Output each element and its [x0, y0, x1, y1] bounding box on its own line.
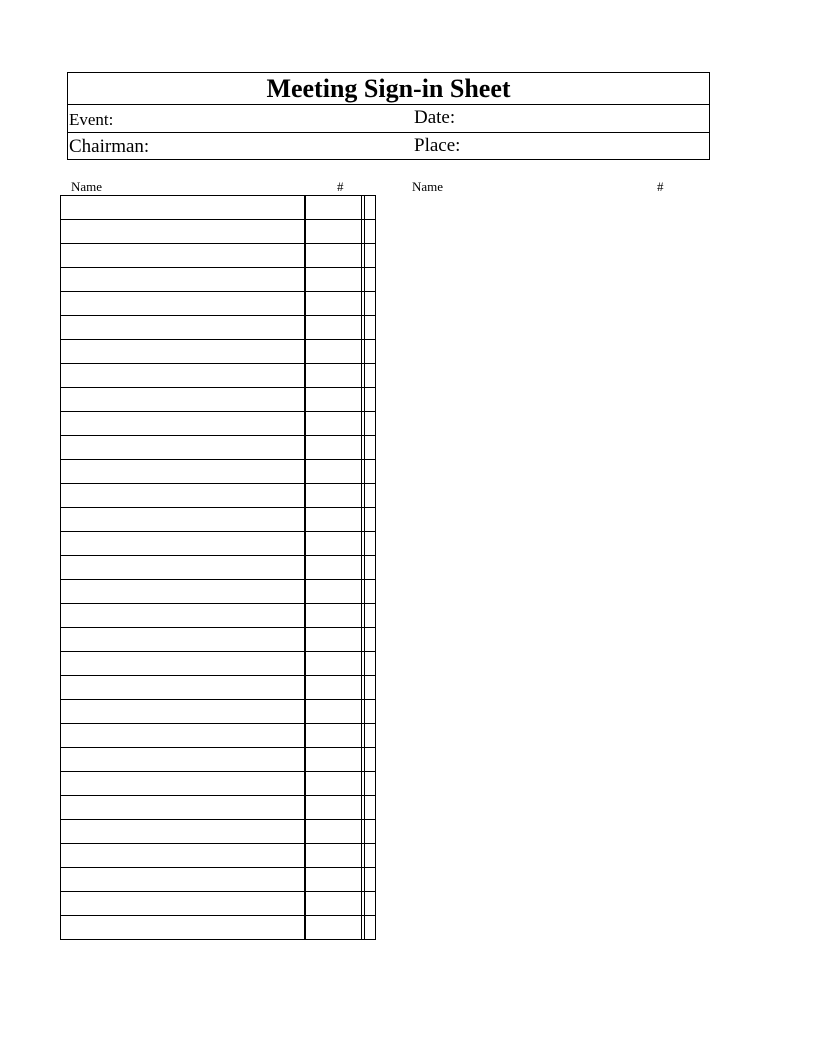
check-cell[interactable] — [365, 748, 376, 772]
table-row — [61, 196, 376, 220]
number-cell[interactable] — [305, 508, 362, 532]
check-cell[interactable] — [365, 796, 376, 820]
table-row — [61, 868, 376, 892]
check-cell[interactable] — [365, 196, 376, 220]
table-row — [61, 364, 376, 388]
check-cell[interactable] — [365, 316, 376, 340]
name-cell[interactable] — [61, 724, 305, 748]
name-cell[interactable] — [61, 340, 305, 364]
left-number-column-header: # — [337, 179, 344, 194]
check-cell[interactable] — [365, 340, 376, 364]
number-cell[interactable] — [305, 292, 362, 316]
number-cell[interactable] — [305, 652, 362, 676]
name-cell[interactable] — [61, 220, 305, 244]
number-cell[interactable] — [305, 532, 362, 556]
check-cell[interactable] — [365, 892, 376, 916]
table-row — [61, 268, 376, 292]
date-label: Date: — [414, 107, 456, 128]
number-cell[interactable] — [305, 724, 362, 748]
name-cell[interactable] — [61, 796, 305, 820]
number-cell[interactable] — [305, 772, 362, 796]
table-row — [61, 580, 376, 604]
table-row — [61, 292, 376, 316]
number-cell[interactable] — [305, 820, 362, 844]
signin-table — [60, 195, 376, 940]
right-name-column-header: Name — [412, 179, 444, 194]
number-cell[interactable] — [305, 220, 362, 244]
number-cell[interactable] — [305, 580, 362, 604]
check-cell[interactable] — [365, 580, 376, 604]
check-cell[interactable] — [365, 652, 376, 676]
check-cell[interactable] — [365, 604, 376, 628]
number-cell[interactable] — [305, 796, 362, 820]
check-cell[interactable] — [365, 628, 376, 652]
table-row — [61, 748, 376, 772]
table-row — [61, 772, 376, 796]
table-row — [61, 892, 376, 916]
table-row — [61, 388, 376, 412]
number-cell[interactable] — [305, 436, 362, 460]
name-cell[interactable] — [61, 412, 305, 436]
number-cell[interactable] — [305, 868, 362, 892]
number-cell[interactable] — [305, 676, 362, 700]
check-cell[interactable] — [365, 268, 376, 292]
page-title: Meeting Sign-in Sheet — [266, 74, 511, 103]
number-cell[interactable] — [305, 892, 362, 916]
number-cell[interactable] — [305, 316, 362, 340]
chairman-label: Chairman: — [69, 136, 150, 157]
name-cell[interactable] — [61, 484, 305, 508]
event-date-row — [68, 105, 709, 133]
table-row — [61, 316, 376, 340]
meeting-info-box — [67, 72, 710, 160]
name-cell[interactable] — [61, 628, 305, 652]
number-cell[interactable] — [305, 844, 362, 868]
table-row — [61, 796, 376, 820]
check-cell[interactable] — [365, 460, 376, 484]
right-number-column-header: # — [657, 179, 664, 194]
name-cell[interactable] — [61, 508, 305, 532]
table-row — [61, 844, 376, 868]
check-cell[interactable] — [365, 820, 376, 844]
table-row — [61, 340, 376, 364]
number-cell[interactable] — [305, 484, 362, 508]
name-cell[interactable] — [61, 700, 305, 724]
number-cell[interactable] — [305, 196, 362, 220]
name-cell[interactable] — [61, 196, 305, 220]
name-cell[interactable] — [61, 772, 305, 796]
number-cell[interactable] — [305, 748, 362, 772]
number-cell[interactable] — [305, 628, 362, 652]
name-cell[interactable] — [61, 748, 305, 772]
name-cell[interactable] — [61, 916, 305, 940]
signin-table-body — [61, 196, 376, 940]
left-name-column-header: Name — [71, 179, 103, 194]
chairman-place-row — [68, 133, 709, 161]
name-cell[interactable] — [61, 388, 305, 412]
name-cell[interactable] — [61, 820, 305, 844]
place-label: Place: — [414, 135, 461, 156]
table-row — [61, 484, 376, 508]
number-cell[interactable] — [305, 604, 362, 628]
check-cell[interactable] — [365, 412, 376, 436]
name-cell[interactable] — [61, 460, 305, 484]
table-row — [61, 412, 376, 436]
table-row — [61, 508, 376, 532]
check-cell[interactable] — [365, 292, 376, 316]
table-row — [61, 244, 376, 268]
table-row — [61, 916, 376, 940]
check-cell[interactable] — [365, 508, 376, 532]
number-cell[interactable] — [305, 388, 362, 412]
table-row — [61, 652, 376, 676]
check-cell[interactable] — [365, 484, 376, 508]
check-cell[interactable] — [365, 244, 376, 268]
name-cell[interactable] — [61, 436, 305, 460]
title-row — [68, 73, 709, 105]
table-row — [61, 700, 376, 724]
name-cell[interactable] — [61, 652, 305, 676]
name-cell[interactable] — [61, 892, 305, 916]
name-cell[interactable] — [61, 292, 305, 316]
name-cell[interactable] — [61, 556, 305, 580]
check-cell[interactable] — [365, 844, 376, 868]
table-row — [61, 820, 376, 844]
check-cell[interactable] — [365, 556, 376, 580]
number-cell[interactable] — [305, 340, 362, 364]
table-row — [61, 220, 376, 244]
check-cell[interactable] — [365, 220, 376, 244]
check-cell[interactable] — [365, 868, 376, 892]
check-cell[interactable] — [365, 676, 376, 700]
check-cell[interactable] — [365, 532, 376, 556]
name-cell[interactable] — [61, 244, 305, 268]
number-cell[interactable] — [305, 916, 362, 940]
number-cell[interactable] — [305, 412, 362, 436]
event-label: Event: — [69, 110, 114, 129]
name-cell[interactable] — [61, 316, 305, 340]
table-row — [61, 604, 376, 628]
number-cell[interactable] — [305, 244, 362, 268]
number-cell[interactable] — [305, 460, 362, 484]
table-row — [61, 532, 376, 556]
name-cell[interactable] — [61, 868, 305, 892]
number-cell[interactable] — [305, 556, 362, 580]
table-row — [61, 460, 376, 484]
name-cell[interactable] — [61, 604, 305, 628]
table-row — [61, 556, 376, 580]
check-cell[interactable] — [365, 772, 376, 796]
name-cell[interactable] — [61, 580, 305, 604]
check-cell[interactable] — [365, 916, 376, 940]
table-row — [61, 436, 376, 460]
number-cell[interactable] — [305, 268, 362, 292]
name-cell[interactable] — [61, 268, 305, 292]
check-cell[interactable] — [365, 388, 376, 412]
check-cell[interactable] — [365, 700, 376, 724]
number-cell[interactable] — [305, 700, 362, 724]
number-cell[interactable] — [305, 364, 362, 388]
name-cell[interactable] — [61, 676, 305, 700]
name-cell[interactable] — [61, 532, 305, 556]
table-row — [61, 628, 376, 652]
check-cell[interactable] — [365, 364, 376, 388]
name-cell[interactable] — [61, 844, 305, 868]
table-row — [61, 676, 376, 700]
check-cell[interactable] — [365, 724, 376, 748]
table-row — [61, 724, 376, 748]
name-cell[interactable] — [61, 364, 305, 388]
check-cell[interactable] — [365, 436, 376, 460]
